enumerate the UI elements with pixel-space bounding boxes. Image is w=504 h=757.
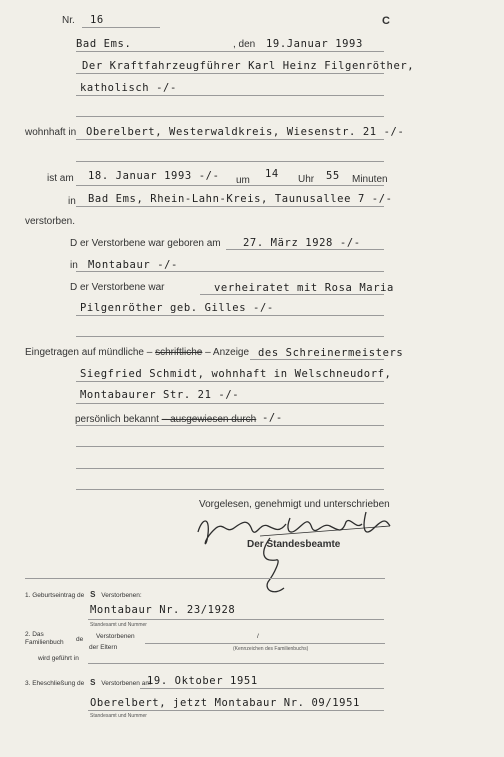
death-minutes: 55	[326, 170, 340, 182]
f1-after: Verstorbenen:	[101, 592, 142, 599]
rule	[76, 336, 384, 337]
rule	[76, 185, 384, 186]
birth-label: D er Verstorbene war geboren am	[70, 238, 221, 249]
f1-caption: Standesamt und Nummer	[90, 622, 147, 628]
footnote-3-label	[25, 678, 151, 687]
birth-place-label: in	[70, 260, 78, 271]
rule	[76, 315, 384, 316]
birth-register-ref: Montabaur Nr. 23/1928	[90, 604, 236, 616]
rule	[76, 116, 384, 117]
informant-line-3: Montabaurer Str. 21 -/-	[80, 389, 240, 401]
footnote-1-label	[25, 590, 142, 599]
informant-line-1: des Schreinermeisters	[258, 347, 404, 359]
rule	[76, 425, 384, 426]
known-label: persönlich bekannt	[75, 414, 159, 425]
marriage-date: 19. Oktober 1951	[147, 675, 258, 687]
f3-after: Verstorbenen am	[101, 680, 151, 687]
rule	[76, 139, 384, 140]
residence-value: Oberelbert, Westerwaldkreis, Wiesenstr. 21 -/-	[86, 126, 405, 138]
f1-s: S	[90, 590, 96, 599]
record-date: 19.Januar 1993	[266, 38, 363, 50]
rule	[88, 619, 384, 620]
f2-de: de	[76, 636, 84, 643]
rule	[145, 643, 385, 644]
rule	[88, 710, 384, 711]
rule	[76, 73, 384, 74]
um-label: um	[236, 175, 250, 186]
known-suffix: -/-	[262, 412, 283, 424]
rule	[76, 446, 384, 447]
date-prefix: , den	[233, 39, 256, 50]
register-number: 16	[90, 14, 104, 26]
birth-place: Montabaur -/-	[88, 259, 178, 271]
nr-label: Nr.	[62, 15, 75, 26]
residence-label: wohnhaft in	[25, 127, 77, 138]
deceased-line-1: Der Kraftfahrzeugführer Karl Heinz Filgenröther,	[82, 60, 415, 72]
rule	[226, 249, 384, 250]
f2-slash: /	[257, 633, 259, 640]
f2-verstorbenen: Verstorbenen	[96, 633, 135, 640]
informant-line-2: Siegfried Schmidt, wohnhaft in Welschneudorf,	[80, 368, 392, 380]
f2-eltern: der Eltern	[89, 644, 118, 651]
rule	[250, 359, 384, 360]
known-struck: – ausgewiesen durch	[161, 414, 257, 425]
rule	[200, 294, 384, 295]
rule	[76, 381, 384, 382]
rule	[76, 468, 384, 469]
f2-kennzeichen: (Kennzeichen des Familienbuchs)	[233, 646, 309, 652]
f3-label: 3. Eheschließung de	[25, 680, 85, 687]
form-letter: C	[382, 15, 390, 27]
identity-line	[75, 414, 256, 425]
birth-date: 27. März 1928 -/-	[243, 237, 361, 249]
report-label-suffix: – Anzeige	[205, 347, 250, 358]
marital-line-2: Pilgenröther geb. Gilles -/-	[80, 302, 274, 314]
read-approved-label: Vorgelesen, genehmigt und unterschrieben	[199, 499, 390, 510]
rule	[76, 403, 384, 404]
death-date-label: ist am	[47, 173, 74, 184]
place: Bad Ems.	[76, 38, 132, 50]
nr-underline	[82, 27, 160, 28]
verstorben-label: verstorben.	[25, 216, 76, 227]
marriage-register-ref: Oberelbert, jetzt Montabaur Nr. 09/1951	[90, 697, 360, 709]
death-place: Bad Ems, Rhein-Lahn-Kreis, Taunusallee 7 -/-	[88, 193, 393, 205]
uhr-label: Uhr	[298, 174, 315, 185]
marital-label: D er Verstorbene war	[70, 282, 165, 293]
rule	[140, 688, 384, 689]
death-date: 18. Januar 1993 -/-	[88, 170, 220, 182]
rule	[76, 271, 384, 272]
report-label-struck: schriftliche	[155, 347, 203, 358]
rule	[76, 206, 384, 207]
f3-caption: Standesamt und Nummer	[90, 713, 147, 719]
rule	[88, 663, 384, 664]
rule	[76, 51, 384, 52]
rule	[76, 489, 384, 490]
death-hour: 14	[265, 168, 279, 180]
rule	[76, 95, 384, 96]
rule	[76, 161, 384, 162]
report-label	[25, 347, 249, 358]
deceased-line-2: katholisch -/-	[80, 82, 177, 94]
f1-label: 1. Geburtseintrag de	[25, 592, 85, 599]
handwritten-signature	[190, 508, 405, 600]
f2-familienbuch: Familienbuch	[25, 639, 64, 646]
f3-s: S	[90, 678, 96, 687]
f2-wird: wird geführt in	[38, 655, 79, 662]
section-divider	[25, 578, 385, 579]
minuten-label: Minuten	[352, 174, 388, 185]
registrar-label: Der Standesbeamte	[247, 539, 341, 550]
report-label-prefix: Eingetragen auf mündliche –	[25, 347, 153, 358]
death-place-label: in	[68, 196, 76, 207]
marital-line-1: verheiratet mit Rosa Maria	[214, 282, 394, 294]
f2-number: 2. Das	[25, 631, 44, 638]
